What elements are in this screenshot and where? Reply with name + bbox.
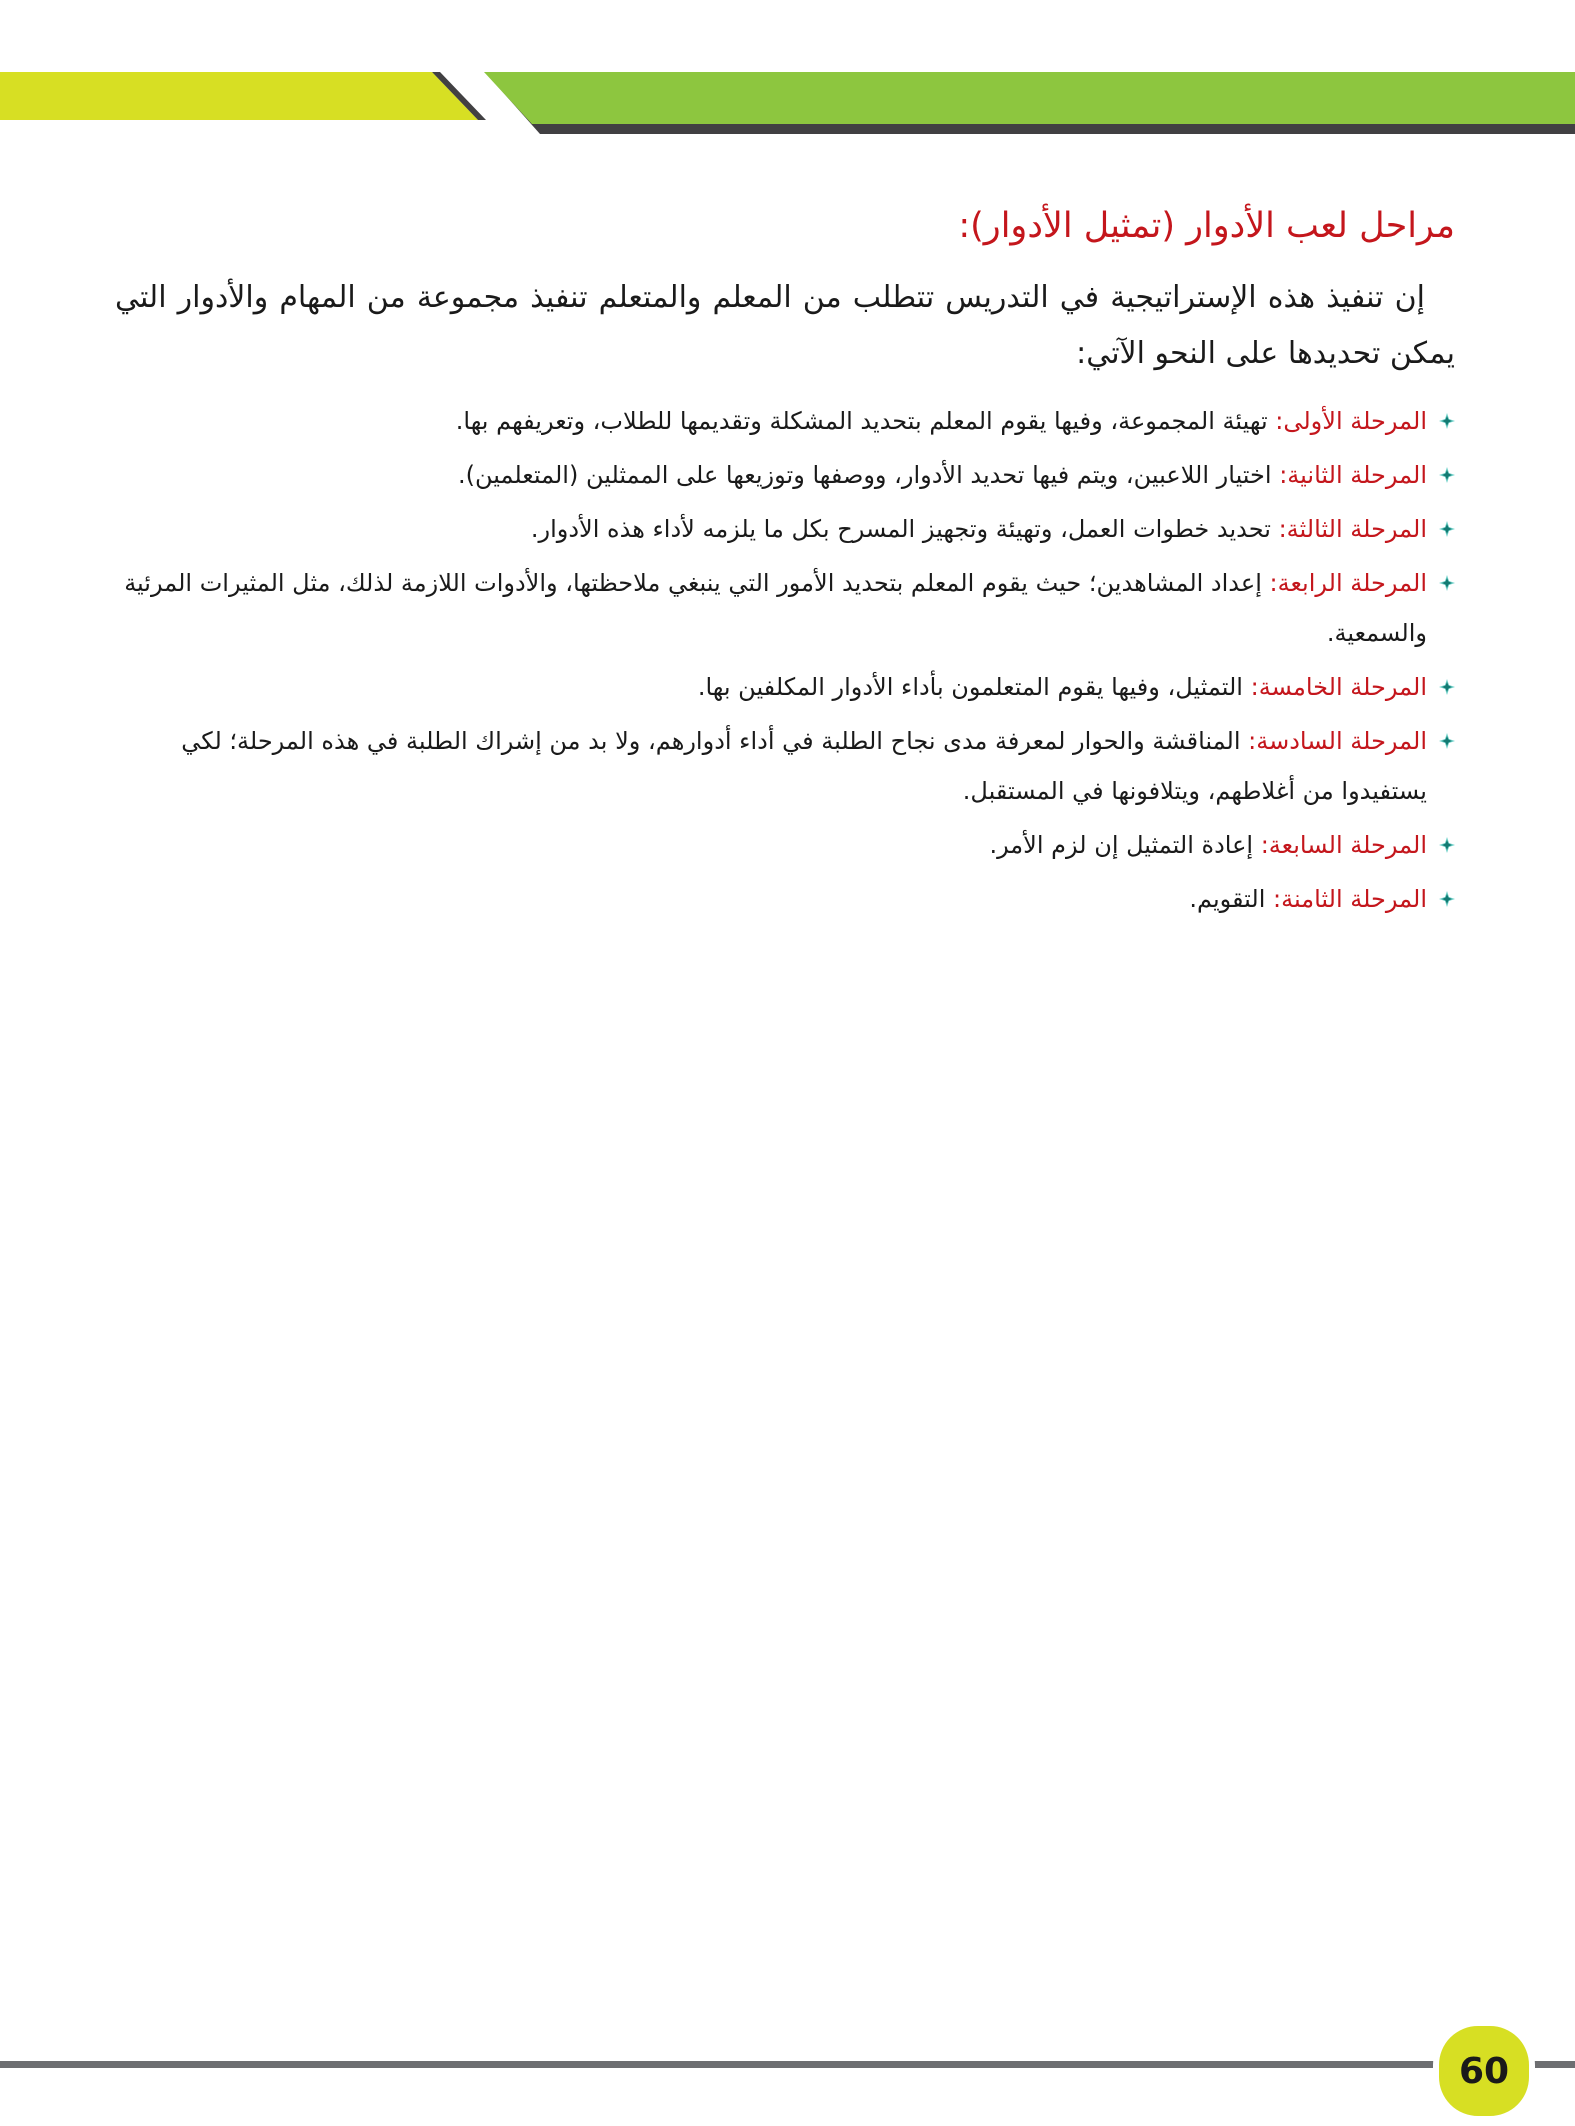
stage-text: المناقشة والحوار لمعرفة مدى نجاح الطلبة في أداء أدوارهم، ولا بد من إشراك الطلبة في هذه المرحلة؛ لكي يستفيدوا من أغلاطهم، ويتلافونها في المستقبل. <box>181 727 1427 805</box>
star-bullet-icon <box>1439 891 1455 907</box>
stage-label: المرحلة الرابعة: <box>1269 569 1427 597</box>
header-lime-bar <box>0 72 478 120</box>
stage-label: المرحلة السادسة: <box>1248 727 1427 755</box>
star-bullet-icon <box>1439 521 1455 537</box>
page-number-badge: 60 <box>1433 2020 1535 2122</box>
star-bullet-icon <box>1439 837 1455 853</box>
star-bullet-icon <box>1439 413 1455 429</box>
header-green-bar <box>484 72 1575 124</box>
stage-label: المرحلة السابعة: <box>1260 831 1427 859</box>
list-item <box>115 450 1455 500</box>
list-item <box>115 716 1455 816</box>
intro-paragraph: إن تنفيذ هذه الإستراتيجية في التدريس تتطلب من المعلم والمتعلم تنفيذ مجموعة من المهام والأدوار التي يمكن تحديدها على النحو الآتي: <box>115 280 1455 371</box>
stage-text: إعادة التمثيل إن لزم الأمر. <box>989 831 1254 859</box>
stage-label: المرحلة الثامنة: <box>1273 885 1427 913</box>
stage-label: المرحلة الثانية: <box>1279 461 1427 489</box>
stage-text: تحديد خطوات العمل، وتهيئة وتجهيز المسرح بكل ما يلزمه لأداء هذه الأدوار. <box>530 515 1271 543</box>
stage-label: المرحلة الثالثة: <box>1278 515 1427 543</box>
footer-line <box>0 2061 1575 2068</box>
header-bars <box>0 0 1575 140</box>
stages-list <box>115 396 1455 924</box>
star-bullet-icon <box>1439 679 1455 695</box>
list-item <box>115 558 1455 658</box>
stage-label: المرحلة الأولى: <box>1275 407 1427 435</box>
list-item <box>115 504 1455 554</box>
star-bullet-icon <box>1439 733 1455 749</box>
star-bullet-icon <box>1439 575 1455 591</box>
stage-text: اختيار اللاعبين، ويتم فيها تحديد الأدوار، ووصفها وتوزيعها على الممثلين (المتعلمين). <box>457 461 1272 489</box>
star-bullet-icon <box>1439 467 1455 483</box>
stage-text: التمثيل، وفيها يقوم المتعلمون بأداء الأدوار المكلفين بها. <box>697 673 1243 701</box>
section-title: مراحل لعب الأدوار (تمثيل الأدوار): <box>958 206 1455 246</box>
stage-text: التقويم. <box>1189 885 1266 913</box>
list-item <box>115 874 1455 924</box>
stage-label: المرحلة الخامسة: <box>1250 673 1427 701</box>
list-item <box>115 662 1455 712</box>
list-item <box>115 820 1455 870</box>
stage-text: إعداد المشاهدين؛ حيث يقوم المعلم بتحديد الأمور التي ينبغي ملاحظتها، والأدوات اللازمة لذلك، مثل المثيرات المرئية والسمعية. <box>124 569 1427 647</box>
stage-text: تهيئة المجموعة، وفيها يقوم المعلم بتحديد المشكلة وتقديمها للطلاب، وتعريفهم بها. <box>455 407 1268 435</box>
main-content <box>115 200 1455 928</box>
list-item <box>115 396 1455 446</box>
